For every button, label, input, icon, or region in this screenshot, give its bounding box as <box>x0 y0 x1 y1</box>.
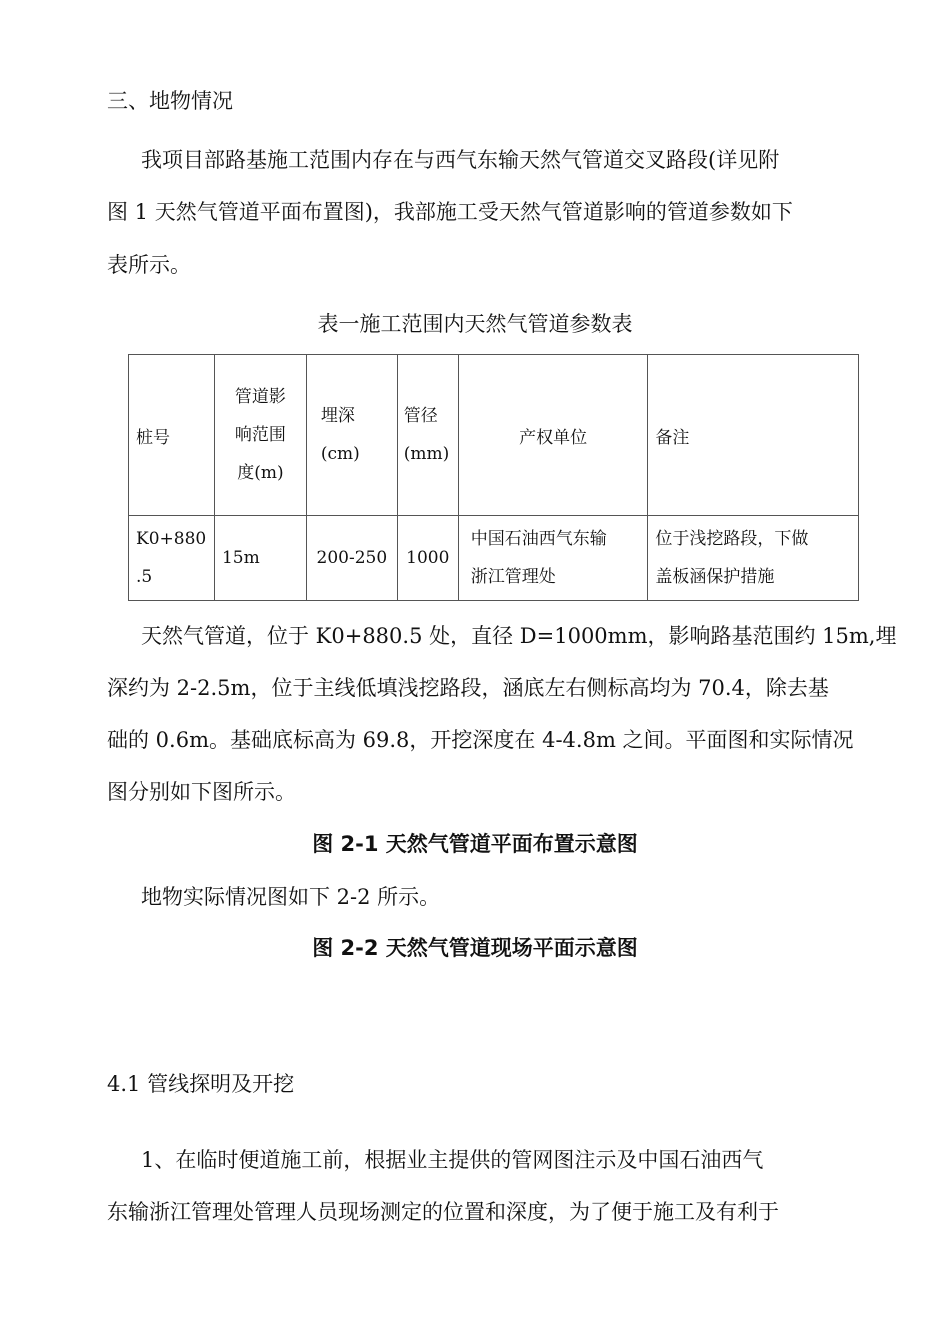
figure-2-1-caption: 图 2-1 天然气管道平面布置示意图 <box>312 832 638 856</box>
description-line-1: 天然气管道，位于 K0+880.5 处，直径 D=1000mm，影响路基范围约 15m,埋 <box>141 624 897 648</box>
figure-2-2-caption: 图 2-2 天然气管道现场平面示意图 <box>312 936 638 960</box>
figure-note: 地物实际情况图如下 2-2 所示。 <box>141 885 441 909</box>
header-depth: 埋深 (cm) <box>306 355 397 516</box>
step1-line-2: 东输浙江管理处管理人员现场测定的位置和深度，为了便于施工及有利于 <box>107 1200 779 1224</box>
table-header-row <box>129 355 859 516</box>
cell-depth: 200-250 <box>306 516 397 601</box>
subsection-heading: 4.1 管线探明及开挖 <box>107 1072 295 1096</box>
intro-line-1: 我项目部路基施工范围内存在与西气东输天然气管道交叉路段(详见附 <box>141 148 780 172</box>
header-range: 管道影 响范围 度(m) <box>214 355 306 516</box>
table-caption: 表一施工范围内天然气管道参数表 <box>317 312 633 336</box>
header-stake: 桩号 <box>129 355 215 516</box>
pipeline-parameter-table <box>128 354 859 601</box>
cell-remark: 位于浅挖路段，下做 盖板涵保护措施 <box>648 516 859 601</box>
cell-diameter: 1000 <box>397 516 458 601</box>
header-owner: 产权单位 <box>458 355 648 516</box>
header-remark: 备注 <box>648 355 859 516</box>
intro-line-2: 图 1 天然气管道平面布置图)，我部施工受天然气管道影响的管道参数如下 <box>107 200 793 224</box>
step1-line-1: 1、在临时便道施工前，根据业主提供的管网图注示及中国石油西气 <box>141 1148 764 1172</box>
header-diameter: 管径 (mm) <box>397 355 458 516</box>
description-line-2: 深约为 2-2.5m，位于主线低填浅挖路段，涵底左右侧标高均为 70.4，除去基 <box>107 676 829 700</box>
description-line-4: 图分别如下图所示。 <box>107 780 296 804</box>
cell-stake: K0+880 .5 <box>129 516 215 601</box>
cell-owner: 中国石油西气东输 浙江管理处 <box>458 516 648 601</box>
table-row <box>129 516 859 601</box>
intro-line-3: 表所示。 <box>107 253 191 277</box>
description-line-3: 础的 0.6m。基础底标高为 69.8，开挖深度在 4-4.8m 之间。平面图和实际情况 <box>107 728 854 752</box>
section-heading: 三、地物情况 <box>107 89 233 113</box>
cell-range: 15m <box>214 516 306 601</box>
